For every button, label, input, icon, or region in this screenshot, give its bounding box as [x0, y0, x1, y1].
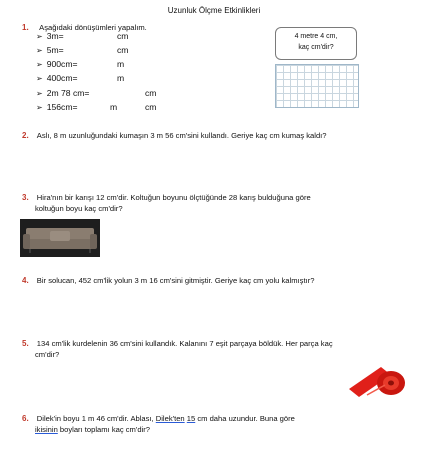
conversion-unit: m	[117, 59, 125, 69]
conversion-unit: cm	[145, 88, 157, 98]
question-text: Aşağıdaki dönüşümleri yapalım.	[39, 23, 147, 32]
sofa-image	[20, 219, 100, 257]
question-number: 2.	[22, 131, 29, 140]
question-text-line2: ikisinin boyları toplamı kaç cm'dir?	[35, 425, 150, 434]
arrow-bullet-icon: ➢	[36, 46, 43, 55]
question-4	[22, 276, 422, 286]
conversion-item: ➢ 400cm=	[36, 73, 78, 83]
conversion-item: ➢ 3m=	[36, 31, 64, 41]
question-text-line2: cm'dir?	[35, 350, 60, 359]
underlined-word: ikisinin	[35, 425, 58, 434]
question-text: Dilek'in boyu 1 m 46 cm'dir. Ablası,	[36, 414, 156, 423]
question-number: 5.	[22, 339, 29, 348]
conversion-item: ➢ 5m=	[36, 45, 64, 55]
conversion-unit: cm	[145, 102, 157, 112]
question-5	[22, 339, 422, 349]
answer-grid	[275, 64, 359, 108]
underlined-word: Dilek'ten	[155, 414, 185, 423]
ribbon-image	[345, 355, 411, 407]
conversion-item: ➢ 900cm=	[36, 59, 78, 69]
conversion-item: ➢ 2m 78 cm=	[36, 88, 90, 98]
box-line: kaç cm'dir?	[298, 44, 334, 51]
arrow-bullet-icon: ➢	[36, 60, 43, 69]
question-number: 6.	[22, 414, 29, 423]
arrow-bullet-icon: ➢	[36, 89, 43, 98]
arrow-bullet-icon: ➢	[36, 74, 43, 83]
conversion-unit: m	[110, 102, 118, 112]
question-3	[22, 193, 422, 203]
underlined-number: 15	[186, 414, 196, 423]
question-box	[275, 27, 357, 60]
question-number: 3.	[22, 193, 29, 202]
page-title: Uzunluk Ölçme Etkinlikleri	[167, 6, 261, 15]
conversion-item: ➢ 156cm=	[36, 102, 78, 112]
question-text: 134 cm'lik kurdelenin 36 cm'sini kullandık. Kalanını 7 eşit parçaya böldük. Her parça kaç	[36, 339, 333, 348]
conversion-unit: cm	[117, 31, 129, 41]
question-2	[22, 131, 422, 141]
arrow-bullet-icon: ➢	[36, 103, 43, 112]
conversion-unit: cm	[117, 45, 129, 55]
question-number: 1.	[22, 23, 29, 32]
question-text-line2: koltuğun boyu kaç cm'dir?	[35, 204, 123, 213]
question-6: 6. Dilek'in boyu 1 m 46 cm'dir. Ablası, Dilek'ten 15 cm daha uzundur. Buna göre	[22, 414, 295, 423]
question-text: Bir solucan, 452 cm'lik yolun 3 m 16 cm'sini gitmiştir. Geriye kaç cm yolu kalmıştır?	[36, 276, 315, 285]
box-line: 4 metre 4 cm,	[294, 33, 338, 40]
conversion-unit: m	[117, 73, 125, 83]
question-number: 4.	[22, 276, 29, 285]
question-text: Aslı, 8 m uzunluğundaki kumaşın 3 m 56 cm'sini kullandı. Geriye kaç cm kumaş kaldı?	[36, 131, 327, 140]
question-text: Hira'nın bir karışı 12 cm'dir. Koltuğun boyunu ölçtüğünde 28 karış bulduğuna göre	[36, 193, 311, 202]
arrow-bullet-icon: ➢	[36, 32, 43, 41]
